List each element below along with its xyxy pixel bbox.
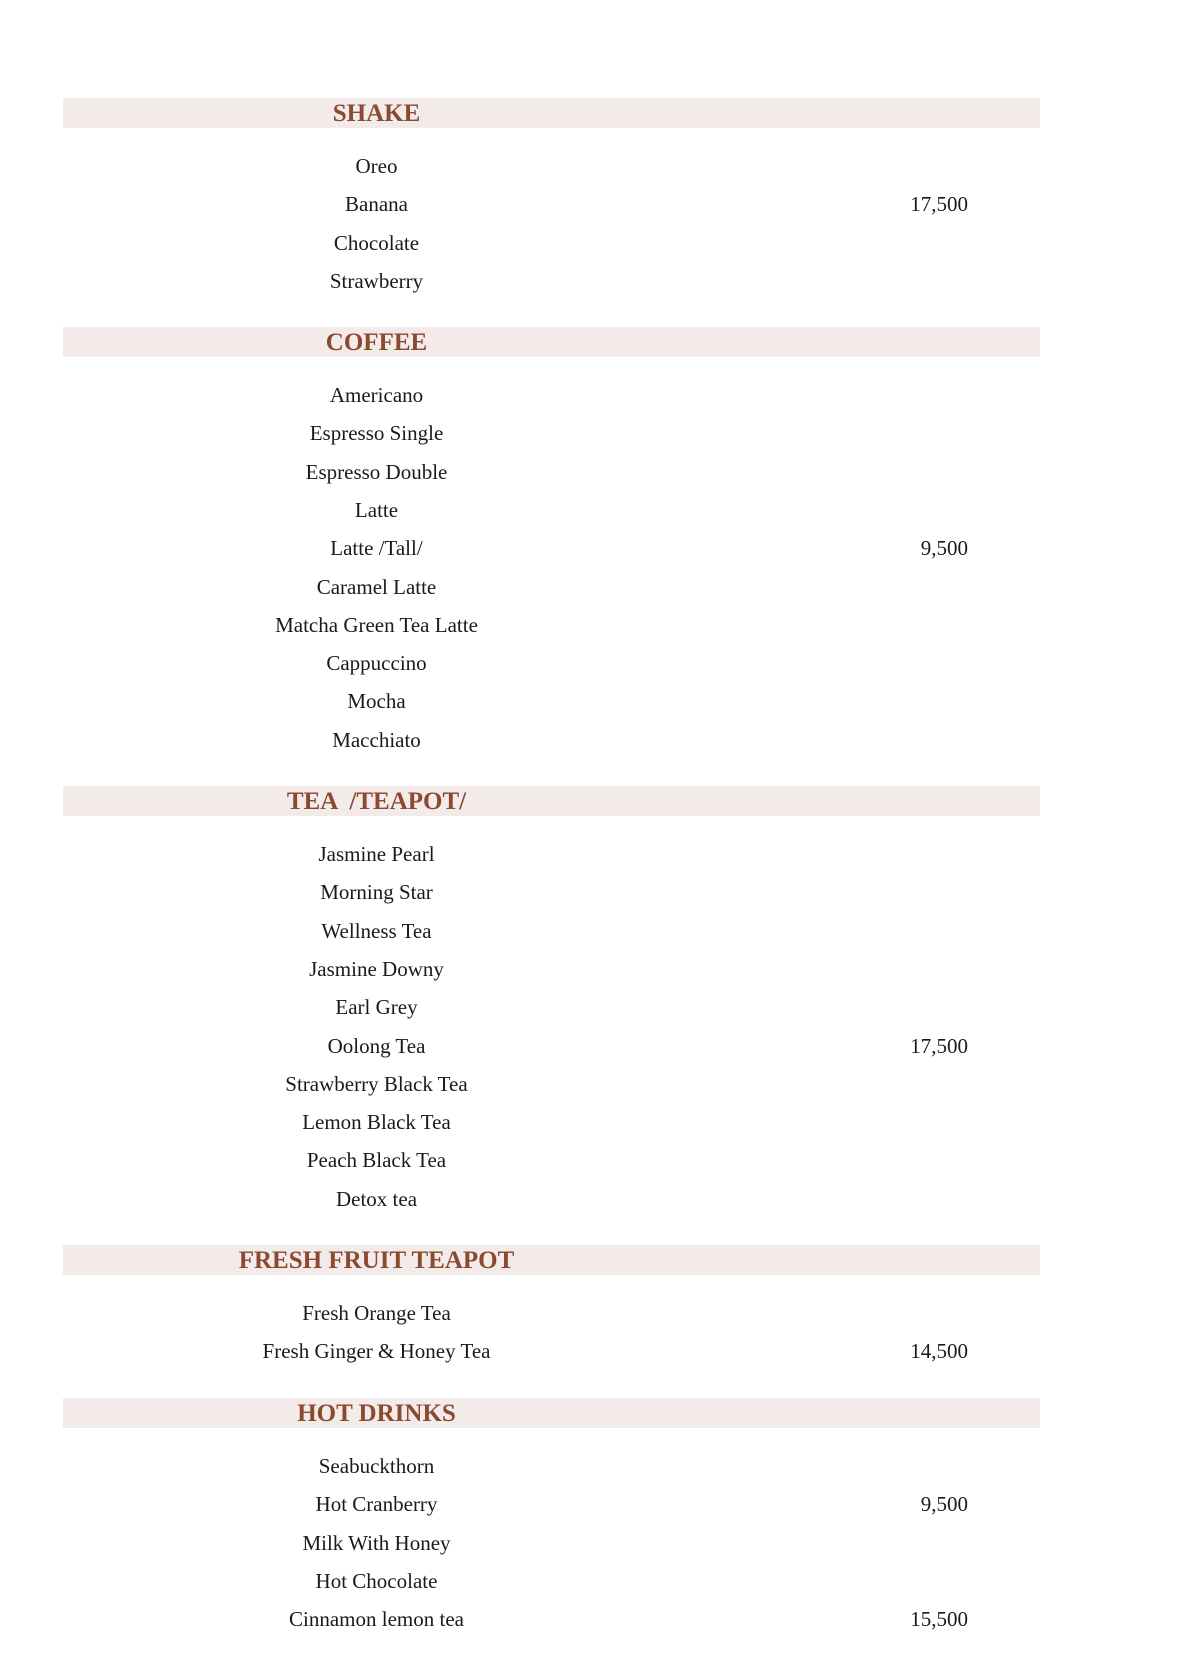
menu-item: Earl Grey (335, 995, 418, 1020)
menu-item: Cappuccino (326, 651, 427, 676)
section-title: HOT DRINKS (297, 1400, 456, 1427)
section-header-band (63, 1245, 1040, 1275)
menu-item: Peach Black Tea (306, 1148, 447, 1173)
menu-item: Hot Chocolate (315, 1568, 438, 1593)
menu-item: Hot Cranberry (315, 1492, 438, 1517)
menu-item: Wellness Tea (321, 918, 432, 943)
menu-item: Mocha (347, 689, 406, 714)
menu-section-shake (63, 98, 1040, 293)
menu-item: Strawberry (329, 268, 424, 293)
menu-item: Caramel Latte (316, 574, 437, 599)
menu-price: 17,500 (910, 192, 968, 217)
section-title: FRESH FRUIT TEAPOT (238, 1247, 515, 1274)
menu-item: Oreo (355, 154, 398, 178)
menu-item: Oolong Tea (327, 1033, 426, 1058)
menu-item: Milk With Honey (302, 1530, 451, 1555)
menu-item: Latte /Tall/ (330, 536, 423, 561)
menu-item: Espresso Single (309, 421, 444, 446)
section-title: TEA /TEAPOT/ (286, 788, 467, 815)
menu-price: 15,500 (910, 1607, 968, 1632)
menu-item: Americano (329, 383, 424, 407)
menu-item: Jasmine Downy (309, 956, 444, 981)
menu-item: Espresso Double (305, 459, 448, 484)
menu-item: Jasmine Pearl (318, 842, 435, 866)
menu-price: 9,500 (920, 536, 968, 561)
menu-item: Matcha Green Tea Latte (275, 612, 478, 637)
menu-item: Seabuckthorn (318, 1454, 435, 1478)
menu-item: Latte (354, 497, 399, 522)
section-title: SHAKE (332, 100, 421, 127)
menu-section-tea-teapot (63, 786, 1040, 1211)
menu-item: Fresh Orange Tea (302, 1301, 451, 1325)
menu-price: 14,500 (910, 1339, 968, 1364)
section-header-band (63, 327, 1040, 357)
menu-price: 9,500 (920, 1492, 968, 1517)
menu-section-hot-drinks (63, 1398, 1040, 1632)
menu-item: Lemon Black Tea (302, 1110, 451, 1135)
menu-item: Banana (345, 192, 408, 217)
section-header-band (63, 98, 1040, 128)
menu-item: Morning Star (320, 880, 433, 905)
section-header-band (63, 786, 1040, 816)
section-title: COFFEE (325, 329, 428, 356)
menu-price: 17,500 (910, 1033, 968, 1058)
menu-section-fresh-fruit-teapot (63, 1245, 1040, 1364)
section-header-band (63, 1398, 1040, 1428)
menu-section-coffee (63, 327, 1040, 752)
menu-item: Fresh Ginger & Honey Tea (262, 1339, 491, 1364)
menu-item: Chocolate (333, 230, 420, 255)
menu-item: Cinnamon lemon tea (289, 1607, 464, 1632)
menu-item: Macchiato (332, 727, 421, 752)
menu-item: Strawberry Black Tea (285, 1071, 468, 1096)
menu-item: Detox tea (335, 1186, 418, 1211)
